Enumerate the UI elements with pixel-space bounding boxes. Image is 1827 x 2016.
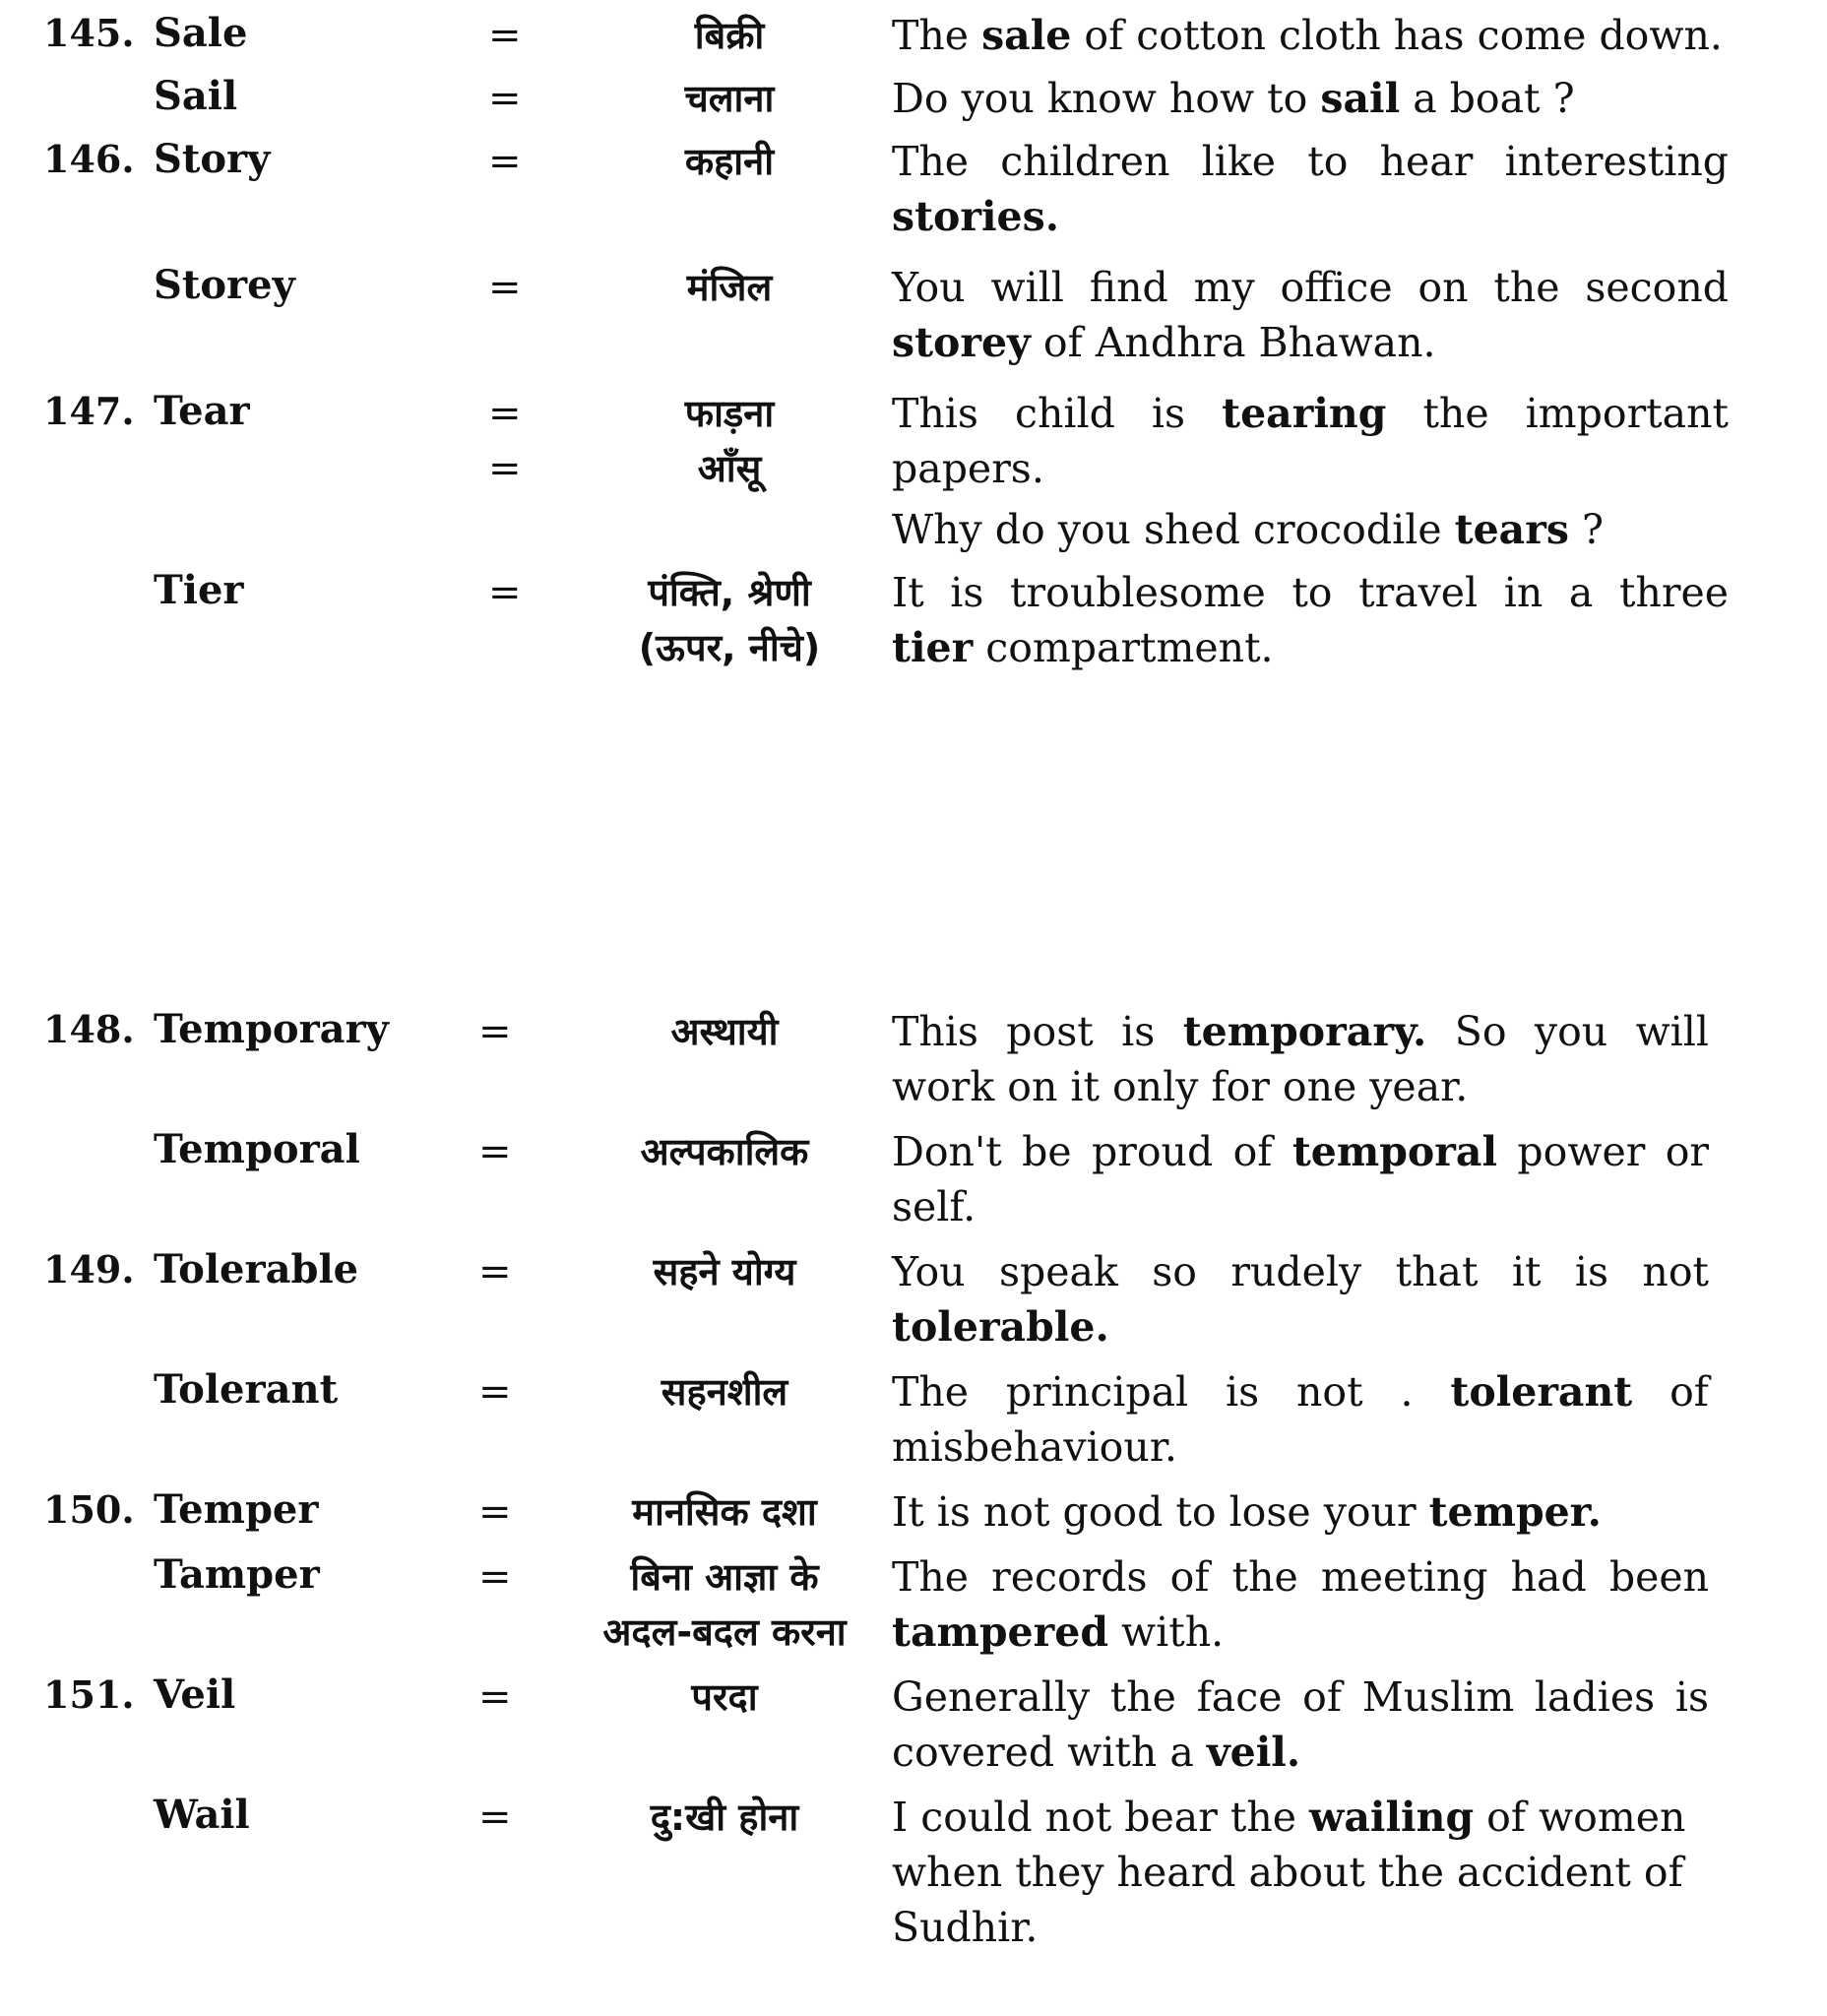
example-sentence: Do you know how to sail a boat ? — [892, 75, 1575, 122]
entry-word: Veil — [154, 1671, 236, 1718]
example-sentence: The sale of cotton cloth has come down. — [892, 12, 1723, 59]
equals-sign: = — [488, 265, 522, 310]
entry-word: Temper — [154, 1486, 319, 1533]
example-keyword: sale — [981, 12, 1072, 59]
example-keyword: tampered — [892, 1608, 1108, 1656]
vocabulary-section-lower — [43, 1004, 1827, 1955]
example-sentence: Generally the face of Muslim ladies is covered with a veil. — [892, 1673, 1709, 1776]
example-keyword: storey — [892, 319, 1031, 366]
entry-word: Tolerant — [154, 1366, 339, 1413]
entry-tear — [43, 386, 1827, 557]
entry-tamper — [43, 1549, 1827, 1660]
vocabulary-section-upper — [43, 8, 1827, 675]
entry-word: Wail — [154, 1792, 250, 1838]
hindi-meaning: अदल-बदल करना — [602, 1610, 847, 1654]
example-keyword: tearing — [1222, 390, 1387, 437]
entry-number: 150. — [43, 1487, 135, 1532]
equals-sign: = — [478, 1369, 512, 1415]
entry-temporal — [43, 1124, 1827, 1234]
hindi-meaning: अस्थायी — [670, 1010, 779, 1053]
entry-number: 149. — [43, 1247, 135, 1292]
hindi-meaning: अल्पकालिक — [640, 1130, 809, 1173]
hindi-meaning: फाड़ना — [684, 392, 775, 435]
entry-wail — [43, 1790, 1827, 1955]
example-keyword: temper. — [1428, 1488, 1602, 1536]
entry-number: 148. — [43, 1007, 135, 1051]
example-keyword: sail — [1320, 75, 1401, 122]
equals-sign: = — [488, 13, 522, 58]
entry-word: Story — [154, 136, 271, 182]
equals-sign: = — [488, 391, 522, 436]
equals-sign: = — [478, 1129, 512, 1174]
example-keyword: stories. — [892, 193, 1059, 240]
example-keyword: wailing — [1309, 1794, 1475, 1841]
example-keyword: tier — [892, 624, 974, 671]
example-sentence: You speak so rudely that it is not tolerable. — [892, 1248, 1709, 1351]
example-sentence: This child is tearing the important papers. Why do you shed crocodile tears ? — [892, 390, 1729, 553]
hindi-meaning: मंजिल — [686, 266, 773, 309]
hindi-meaning: बिक्री — [694, 14, 765, 57]
entry-word: Tier — [154, 567, 244, 613]
entry-word: Storey — [154, 262, 295, 308]
equals-sign: = — [488, 570, 522, 615]
example-sentence: The children like to hear interesting stories. — [892, 138, 1729, 240]
entry-number: 147. — [43, 389, 135, 433]
example-sentence: I could not bear the wailing of women when they heard about the accident of Sudhir. — [892, 1794, 1686, 1951]
example-keyword: temporal — [1292, 1128, 1498, 1175]
entry-sale — [43, 8, 1827, 63]
entry-tier — [43, 565, 1827, 675]
entry-sail — [43, 71, 1827, 126]
entry-story — [43, 134, 1827, 244]
example-keyword: veil. — [1206, 1729, 1301, 1776]
hindi-meaning: आँसू — [697, 447, 762, 490]
equals-sign: = — [488, 76, 522, 121]
equals-sign: = — [478, 1554, 512, 1600]
equals-sign: = — [488, 139, 522, 184]
entry-word: Sail — [154, 73, 238, 119]
example-sentence: Don't be proud of temporal power or self. — [892, 1128, 1709, 1230]
entry-temporary — [43, 1004, 1827, 1114]
hindi-meaning: कहानी — [684, 140, 775, 183]
hindi-meaning: पंक्ति, श्रेणी — [648, 571, 811, 614]
hindi-meaning: परदा — [691, 1675, 758, 1719]
example-sentence: You will find my office on the second storey of Andhra Bhawan. — [892, 264, 1729, 366]
example-keyword: tolerable. — [892, 1303, 1109, 1351]
hindi-meaning: मानसिक दशा — [632, 1490, 817, 1534]
example-sentence: It is not good to lose your temper. — [892, 1488, 1602, 1536]
example-sentence: The principal is not . tolerant of misbehaviour. — [892, 1368, 1709, 1471]
entry-temper — [43, 1484, 1827, 1540]
example-sentence: The records of the meeting had been tampered with. — [892, 1553, 1709, 1656]
equals-sign: = — [478, 1009, 512, 1054]
hindi-meaning: चलाना — [684, 77, 775, 120]
entry-number: 145. — [43, 11, 135, 55]
hindi-meaning: सहनशील — [661, 1370, 788, 1414]
hindi-meaning: दु:खी होना — [650, 1796, 799, 1839]
equals-sign: = — [478, 1674, 512, 1720]
entry-tolerable — [43, 1244, 1827, 1354]
equals-sign: = — [478, 1795, 512, 1840]
entry-word: Temporary — [154, 1006, 389, 1052]
entry-storey — [43, 260, 1827, 370]
example-sentence: This post is temporary. So you will work on it only for one year. — [892, 1008, 1709, 1110]
entry-word: Tamper — [154, 1551, 320, 1598]
equals-sign: = — [488, 446, 522, 491]
entry-word: Sale — [154, 10, 248, 56]
entry-number: 146. — [43, 137, 135, 181]
hindi-meaning: (ऊपर, नीचे) — [638, 626, 821, 669]
example-keyword: tolerant — [1450, 1368, 1633, 1416]
equals-sign: = — [478, 1249, 512, 1294]
example-keyword: tears — [1454, 506, 1569, 553]
example-sentence: It is troublesome to travel in a three tier compartment. — [892, 569, 1729, 671]
entry-veil — [43, 1670, 1827, 1780]
example-keyword: temporary. — [1182, 1008, 1427, 1055]
hindi-meaning: सहने योग्य — [653, 1250, 796, 1293]
entry-number: 151. — [43, 1672, 135, 1717]
entry-word: Temporal — [154, 1126, 360, 1172]
entry-tolerant — [43, 1364, 1827, 1475]
entry-word: Tolerable — [154, 1246, 359, 1292]
equals-sign: = — [478, 1489, 512, 1535]
entry-word: Tear — [154, 388, 250, 434]
hindi-meaning: बिना आज्ञा के — [630, 1555, 819, 1599]
